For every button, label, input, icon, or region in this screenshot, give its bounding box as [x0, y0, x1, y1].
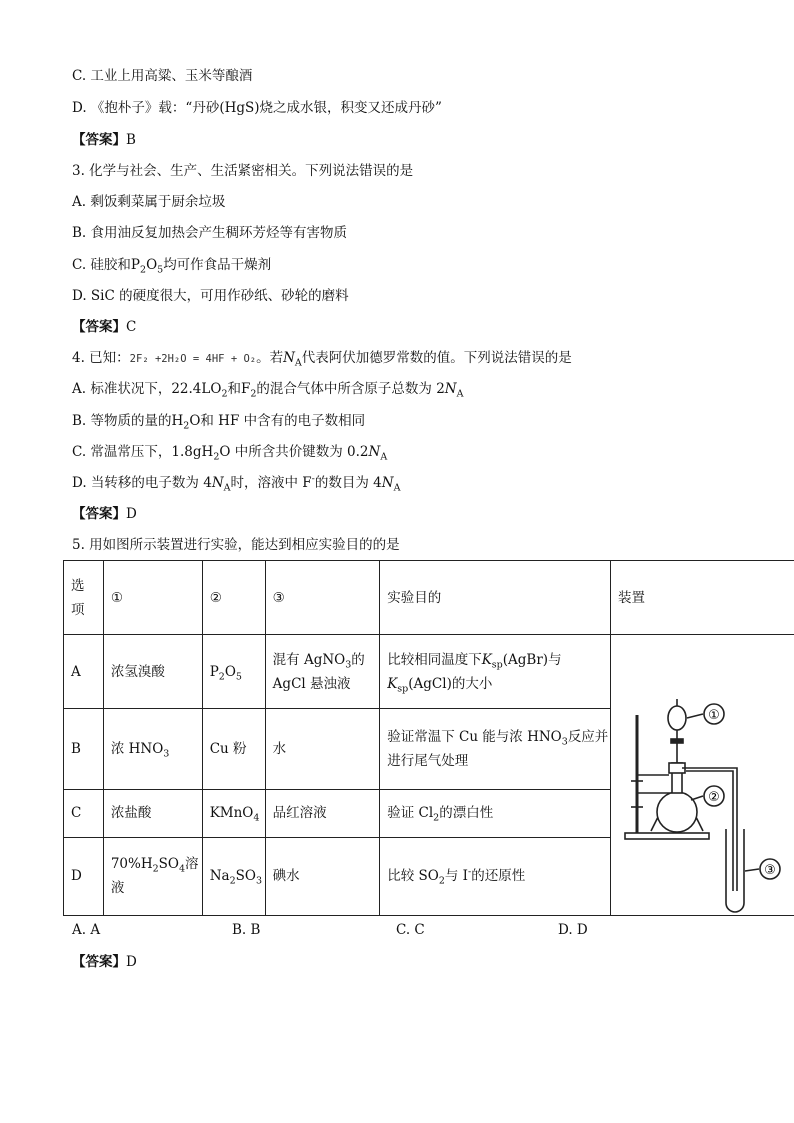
answer-tag: 【答案】: [72, 954, 126, 970]
round-bottom-flask: [657, 792, 697, 832]
q2-option-c: C. 工业上用高粱、玉米等酿酒: [72, 68, 253, 84]
answer-tag: 【答案】: [72, 506, 126, 522]
stand-base: [625, 833, 709, 839]
table-header-row: [64, 561, 794, 635]
answer-value: B: [126, 132, 136, 148]
q3-stem: 3. 化学与社会、生产、生活紧密相关。下列说法错误的是: [72, 163, 414, 179]
choice-a: A. A: [72, 922, 101, 938]
q3-option-b: B. 食用油反复加热会产生稠环芳烃等有害物质: [72, 225, 348, 241]
header-reagent-1: ①: [103, 561, 202, 635]
q4-option-b: B. 等物质的量的$H_2O$和 HF 中含有的电子数相同: [72, 413, 366, 432]
reaction-equation: 2F₂ +2H₂O = 4HF + O₂: [129, 353, 257, 365]
q4-option-c: C. 常温常压下，$1.8gH_2O$ 中所含共价键数为 $0.2N_A$: [72, 444, 388, 463]
q4-stem: 4. 已知：2F₂ +2H₂O = 4HF + O₂。若$N_A$代表阿伏加德罗常数的值。下列说法错误的是: [72, 350, 572, 369]
choice-c: C. C: [396, 922, 425, 938]
apparatus-diagram: [611, 635, 794, 915]
q4-option-a: A. 标准状况下，$22.4LO_2$和$F_2$的混合气体中所含原子总数为 $2N_A$: [72, 381, 464, 400]
q3-option-a: A. 剩饭剩菜属于厨余垃圾: [72, 194, 226, 210]
separatory-funnel: [668, 706, 686, 730]
header-device: 装置: [610, 561, 794, 635]
answer-tag: 【答案】: [72, 132, 126, 148]
apparatus-cell: [610, 635, 794, 916]
q5-stem: 5. 用如图所示装置进行实验，能达到相应实验目的的是: [72, 537, 400, 553]
q2-option-d: D. 《抱朴子》载：“丹砂(HgS)烧之成水银，积变又还成丹砂”: [72, 100, 442, 116]
header-option: 选 项: [64, 561, 104, 635]
table-row: D $70\%H_2SO_4$溶 液 $Na_2SO_3$ 碘水 比较 $SO_2$与 I-的还原性: [64, 837, 794, 915]
q4-option-d: D. 当转移的电子数为 $4N_A$时，溶液中 F-的数目为 $4N_A$: [72, 473, 401, 494]
answer-value: D: [126, 954, 137, 970]
table-row: A 浓氢溴酸 $P_2O_5$ 混有 AgNO$_3$的 AgCl 悬浊液 比较相同温度下$K_{sp}(AgBr)$与 $K_{sp}(AgCl)$的大小 ① ② ③: [64, 635, 794, 709]
answer-value: C: [126, 319, 137, 335]
label-1: ①: [708, 708, 720, 723]
header-reagent-3: ③: [265, 561, 380, 635]
q5-answer: [72, 953, 137, 971]
header-reagent-2: ②: [202, 561, 265, 635]
choice-d: D. D: [558, 922, 588, 938]
table-row: C 浓盐酸 KMnO$_4$ 品红溶液 验证 $Cl_2$的漂白性: [64, 789, 794, 837]
q4-answer: [72, 505, 137, 523]
answer-tag: 【答案】: [72, 319, 126, 335]
q3-answer: [72, 318, 136, 336]
q2-answer: [72, 131, 136, 149]
q3-option-c: C. 硅胶和$P_2O_5$均可作食品干燥剂: [72, 257, 272, 276]
table-row: B 浓 $HNO_3$ Cu 粉 水 验证常温下 Cu 能与浓 $HNO_3$反应并 进行尾气处理: [64, 709, 794, 789]
experiment-table: [63, 560, 794, 916]
header-purpose: 实验目的: [380, 561, 611, 635]
choice-b: B. B: [232, 922, 261, 938]
answer-value: D: [126, 506, 137, 522]
q3-option-d: D. SiC 的硬度很大，可用作砂纸、砂轮的磨料: [72, 288, 349, 304]
label-3: ③: [764, 863, 776, 878]
label-2: ②: [708, 790, 720, 805]
